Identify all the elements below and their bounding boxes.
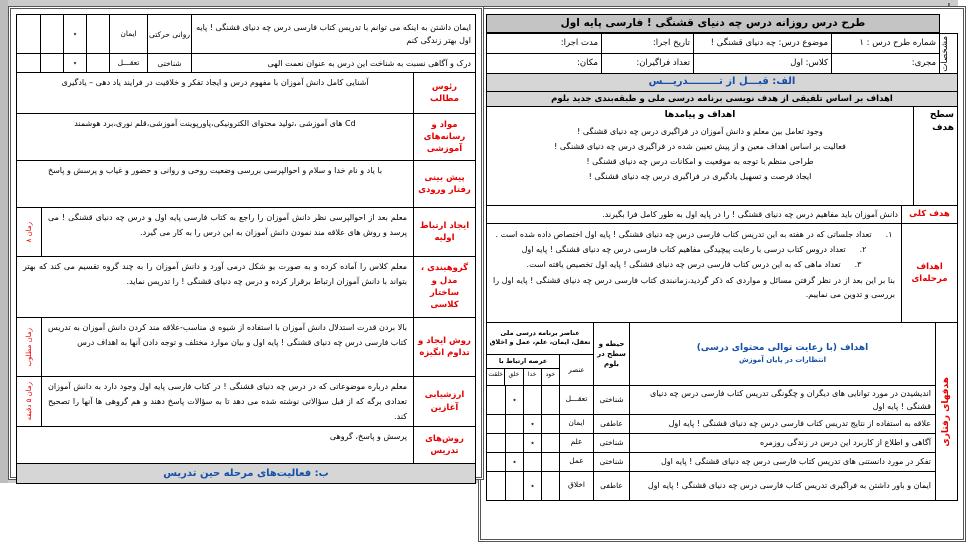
elements-header [487, 323, 593, 385]
meta-duration: مدت اجرا: [560, 38, 598, 48]
meta-place: مکان: [577, 58, 598, 68]
row-goal: اندیشیدن در مورد توانایی های دیگران و چگونگی تدریس کتاب فارسی درس چه دنیای قشنگی ! پایه اول [629, 386, 935, 414]
mark-creation [487, 434, 505, 452]
elements-title-cell [487, 323, 593, 355]
section-time-cell [17, 208, 41, 256]
outcome-line: فعالیت بر اساس اهداف معین و از پیش تعیین شده در فراگیری درس چه دنیای قشنگی ! [554, 141, 846, 151]
section-text: معلم کلاس را آماده کرده و به صورت یو شکل درمی آورد و دانش آموزان را به چند گروه تقسیم می کند که بهتر بتواند با دانش آموزان ارتباط برقرار کرده و درس چه دنیای قشنگی ! را تدریس نماید. [23, 262, 407, 286]
section-text: بالا بردن قدرت استدلال دانش آموزان با استفاده از شیوه ی مناسب-علاقه مند کردن دانش آموزان به تدریس کتاب فارسی درس چه دنیای قشنگی ! پایه اول و بیان موارد مختلف و توجه دادن آنها به اهداف درس [41, 318, 413, 376]
row-element: عمل [559, 453, 593, 471]
behavioral-goals-table [486, 322, 958, 501]
mark-creation [487, 453, 505, 471]
mark-self [86, 15, 109, 53]
row-bloom: شناختی [593, 453, 629, 471]
mark-creation [487, 472, 505, 500]
section-materials [16, 113, 476, 161]
section-label: ایجاد ارتباط اولیه [413, 208, 475, 256]
mark-people: ٭ [505, 386, 523, 414]
mark-god: ٭ [523, 415, 541, 433]
mark-self [86, 54, 109, 72]
row-bloom: عاطفی [593, 415, 629, 433]
meta-executor: مجری: [831, 54, 939, 73]
section-entry-behavior [16, 160, 476, 208]
behavioral-side-label: هدفهای رفتاری [940, 376, 951, 447]
behavioral-row [487, 433, 935, 452]
section-text: آشنایی کامل دانش آموزان با مفهوم درس و ایجاد تفکر و خلاقیت در فرایند یاد دهی – یادگیری [61, 78, 369, 87]
item-number: ۳. [854, 259, 862, 269]
relation-col-god: خدا [523, 369, 541, 385]
item-number: ۲. [859, 244, 867, 254]
page-2 [8, 6, 484, 480]
row-element: تعقـــل [109, 54, 147, 72]
bloom-header: حیطه و سطح در بلوم [593, 323, 629, 385]
meta-side-label: مشخصات [940, 35, 950, 72]
row-element: اخلاق [559, 472, 593, 500]
row-goal: ایمان و باور داشتن به فراگیری تدریس کتاب فارسی درس چه دنیای قشنگی ! پایه اول [629, 472, 935, 500]
level-column-label: سطح هدف [913, 107, 957, 205]
outcome-line: طراحی منظم با توجه به موقعیت و امکانات درس چه دنیای قشنگی ! [586, 156, 814, 166]
section-text: معلم درباره موضوعاتی که در درس چه دنیای قشنگی ! در کتاب فارسی پایه اول وجود دارد به دانش آموزان تعدادی برگه که از قبل سؤالاتی نوشته شده می دهد تا به سؤالات پاسخ دهند و هم گروهی ها آنها را تصحیح کند. [41, 377, 413, 426]
section-text: با یاد و نام خدا و سلام و احوالپرسی بررسی وضعیت روحی و روانی و حضور و غیاب و پرسش و پاسخ [47, 166, 383, 175]
meta-plan-no: شماره طرح درس : ۱ [831, 34, 939, 53]
page-1 [478, 6, 966, 542]
mark-creation [487, 415, 505, 433]
mark-self [541, 415, 559, 433]
mark-god: ٭ [63, 54, 86, 72]
stage-goal-item [493, 227, 895, 242]
stage-goals-label: اهداف مرحله‌ای [901, 224, 957, 322]
relation-col-creation: خلقت [488, 370, 503, 378]
mark-self [541, 434, 559, 452]
mark-god: ٭ [523, 434, 541, 452]
mark-people [505, 472, 523, 500]
goals-banner: اهداف بر اساس تلفیقی از هدف نویسی برنامه درسی ملی و طبقه‌بندی جدید بلوم [486, 91, 958, 107]
row-bloom: شناختی [593, 386, 629, 414]
mark-self [541, 472, 559, 500]
elements-subtitle: تعقل، ایمان، علم، عمل و اخلاق [489, 338, 591, 347]
section-time-label: زمان مطلوب [24, 327, 33, 367]
behavioral-row [487, 414, 935, 433]
section-time-cell [17, 377, 41, 426]
row-goal: آگاهی و اطلاع از کاربرد این درس در زندگی روزمره [629, 434, 935, 452]
outcomes-cell [487, 107, 913, 205]
behavioral-goals-header [629, 323, 935, 385]
outcomes-table [486, 106, 958, 206]
mark-people [40, 15, 63, 53]
relation-col-people: خلق [504, 369, 522, 385]
section-time-label: زمان ۵ دقیقه [24, 382, 33, 421]
behavioral-row [17, 15, 475, 53]
elements-title: عناصر برنامه درسی ملی [500, 328, 580, 337]
mark-god: ٭ [63, 15, 86, 53]
section-label: پیش بینی رفتار ورودی [413, 161, 475, 207]
section-label: مواد و رسانه‌های آموزشی [413, 114, 475, 160]
relation-title: عرصه ارتباط با [487, 355, 559, 369]
item-number: ۱. [885, 229, 893, 239]
behavioral-row [17, 53, 475, 72]
general-goal-label: هدف کلی [901, 206, 957, 223]
row-bloom: عاطفی [593, 472, 629, 500]
row-goal: علاقه به استفاده از نتایج تدریس کتاب فارسی درس چه دنیای قشنگی ! پایه اول [629, 415, 935, 433]
row-goal: درک و آگاهی نسبت به شناخت این درس به عنوان نعمت الهی [191, 54, 475, 72]
meta-class: کلاس: اول [693, 54, 831, 73]
row-element: ایمان [559, 415, 593, 433]
section-label: روش ایجاد و تداوم انگیزه [413, 318, 475, 376]
behavioral-row [487, 452, 935, 471]
behavioral-side-cell [935, 323, 957, 500]
section-topics [16, 72, 476, 114]
item-text: تعداد ماهی که به این درس کتاب فارسی درس چه دنیای قشنگی ! پایه اول تخصیص یافته است. [526, 259, 841, 269]
row-element: ایمان [109, 15, 147, 53]
row-goal: ایمان داشتن به اینکه می توانم با تدریس کتاب فارسی درس چه دنیای قشنگی ! پایه اول بهتر زندگی کنم [191, 15, 475, 53]
goals-header-title: اهداف (با رعایت توالی محتوای درسی) [696, 343, 869, 354]
section-motivation [16, 317, 476, 377]
stage-goals-note: بنا بر این بعد از در نظر گرفتن مسائل و مواردی که ذکر گردید،زمانبندی کتاب فارسی درس چه دنیای قشنگی ! پایه اول را بررسی و تدوین می نماییم. [493, 275, 895, 299]
behavioral-row [487, 386, 935, 414]
behavioral-row [487, 471, 935, 500]
title-spacer [940, 14, 958, 33]
mark-god [523, 453, 541, 471]
outcome-line: وجود تعامل بین معلم و دانش آموزان در فراگیری درس چه دنیای قشنگی ! [577, 126, 823, 136]
mark-people: ٭ [505, 453, 523, 471]
mark-people [40, 54, 63, 72]
section-label: ارزشیابی آغازین [413, 377, 475, 426]
mark-people [505, 434, 523, 452]
general-goal-row [486, 205, 958, 224]
mark-creation [17, 15, 40, 53]
row-element: تعقـــل [559, 386, 593, 414]
meta-table [486, 33, 958, 74]
title-row [486, 14, 958, 33]
meta-side-cell [939, 34, 957, 73]
row-element: علم [559, 434, 593, 452]
stage-goal-item [493, 242, 895, 257]
mark-people [505, 415, 523, 433]
section-b-banner: ب: فعالیت‌های مرحله حین تدریس [16, 463, 476, 484]
stage-goals-row [486, 223, 958, 323]
section-grouping [16, 256, 476, 318]
mark-self [541, 386, 559, 414]
outcomes-title: اهداف و پیامدها [664, 109, 736, 120]
meta-learners: تعداد فراگیران: [601, 54, 693, 73]
section-initial-contact [16, 207, 476, 257]
page-title: طرح درس روزانه درس چه دنیای قشنگی ! فارسی پایه اول [486, 14, 940, 33]
row-bloom: روانی حرکتی [147, 15, 191, 53]
element-column-header: عنصر [559, 355, 593, 385]
goals-header-subtitle: انتظارات در پایان آموزش [738, 356, 827, 365]
general-goal-text: دانش آموزان باید مفاهیم درس چه دنیای قشنگی ! را در پایه اول به طور کامل فرا بگیرند. [602, 209, 898, 219]
relation-col-self: خود [541, 369, 559, 385]
meta-date: تاریخ اجرا: [601, 34, 693, 53]
stage-goal-item [493, 257, 895, 272]
behavioral-header [487, 323, 935, 386]
stage-goals-body [487, 224, 901, 322]
mark-god: ٭ [523, 472, 541, 500]
section-label: روش‌های تدریس [413, 427, 475, 463]
section-time-cell [17, 318, 41, 376]
meta-subject: موضوع درس: چه دنیای قشنگی ! [693, 34, 831, 53]
mark-creation [17, 54, 40, 72]
section-text: Cd های آموزشی ،تولید محتوای الکترونیکی،پاورپوینت آموزشی،قلم نوری،برد هوشمند [74, 119, 356, 128]
section-label: گروهبندی ، مدل و ساختار کلاسی [413, 257, 475, 317]
section-text: معلم بعد از احوالپرسی نظر دانش آموزان را راجع به کتاب فارسی پایه اول و درس چه دنیای قشنگی ! می پرسد و روش های علاقه مند نمودن دانش آموزان به این درس را به کار می گیرد. [41, 208, 413, 256]
behavioral-table-continued [16, 14, 476, 73]
mark-self [541, 453, 559, 471]
section-label: رئوس مطالب [413, 73, 475, 113]
outcome-line: ایجاد فرصت و تسهیل یادگیری در فراگیری درس چه دنیای قشنگی ! [588, 171, 812, 181]
mark-god [523, 386, 541, 414]
section-teaching-methods [16, 426, 476, 464]
item-text: تعداد دروس کتاب درسی با رعایت پیچیدگی مفاهیم کتاب فارسی درس چه دنیای قشنگی ! پایه اول [521, 244, 846, 254]
mark-creation [487, 386, 505, 414]
row-goal: تفکر در مورد دانستنی های تدریس کتاب فارسی درس چه دنیای قشنگی ! پایه اول [629, 453, 935, 471]
item-text: تعداد جلساتی که در هفته به این تدریس کتاب فارسی درس چه دنیای قشنگی ! پایه اول اختصاص داده شده است . [495, 229, 872, 239]
section-text: پرسش و پاسخ، گروهی [329, 432, 407, 441]
row-bloom: شناختی [593, 434, 629, 452]
row-bloom: شناختی [147, 54, 191, 72]
section-a-banner: الف: قبـــل از تـــــــــدریـــس [486, 73, 958, 92]
section-initial-evaluation [16, 376, 476, 427]
section-time-label: زمان ۸ [24, 221, 33, 243]
